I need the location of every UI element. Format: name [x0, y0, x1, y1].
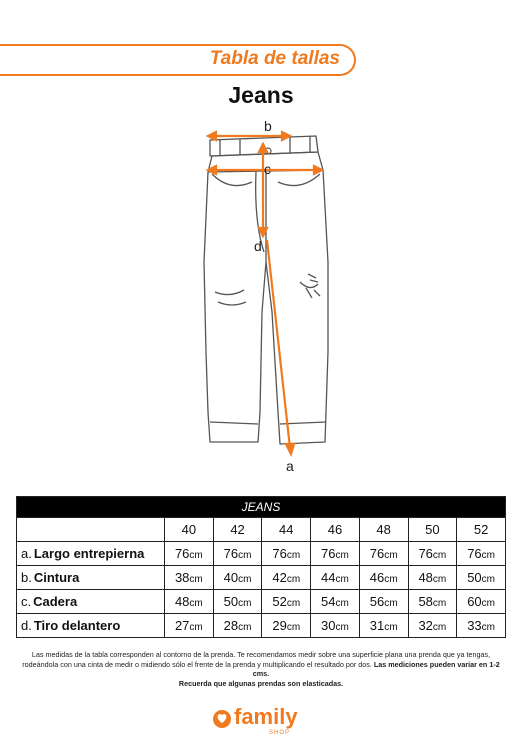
- size-header: 48: [359, 518, 408, 542]
- footnote: [22, 650, 500, 688]
- table-cell: 60cm: [457, 590, 506, 614]
- row-letter: b.: [21, 570, 32, 585]
- table-row: [17, 590, 506, 614]
- footnote-line-2-text: rodeándola con una cinta de medir o midiendo sólo el frente de la prenda y multiplicando el resultado por dos.: [22, 659, 374, 669]
- table-cell: 50cm: [213, 590, 262, 614]
- table-cell: 50cm: [457, 566, 506, 590]
- table-cell: 76cm: [408, 542, 457, 566]
- row-label-text: Cintura: [33, 570, 80, 585]
- table-cell: 58cm: [408, 590, 457, 614]
- table-cell: 48cm: [165, 590, 214, 614]
- row-label-text: Largo entrepierna: [33, 546, 145, 561]
- label-c: c: [264, 161, 271, 177]
- footnote-line-3: [22, 679, 500, 689]
- size-header: 46: [311, 518, 360, 542]
- row-letter: c.: [21, 594, 32, 609]
- table-cell: 32cm: [408, 614, 457, 638]
- row-letter: d.: [21, 618, 32, 633]
- table-cell: 48cm: [408, 566, 457, 590]
- footnote-line-1: Las medidas de la tabla corresponden al contorno de la prenda. Te recomendamos medir sobre una superficie plana una prenda que ya tengas,: [31, 650, 491, 659]
- table-cell: 38cm: [165, 566, 214, 590]
- table-cell: 52cm: [262, 590, 311, 614]
- table-cell: 33cm: [457, 614, 506, 638]
- label-b: b: [264, 118, 272, 134]
- label-d: d: [254, 238, 262, 254]
- jeans-diagram: [160, 112, 360, 474]
- table-cell: 40cm: [213, 566, 262, 590]
- footnote-line-2: [22, 660, 500, 679]
- product-title: Jeans: [228, 82, 294, 108]
- row-label: [17, 542, 165, 566]
- table-cell: 76cm: [311, 542, 360, 566]
- row-label-text: Cadera: [33, 594, 78, 609]
- row-label: [17, 566, 165, 590]
- table-row: [17, 614, 506, 638]
- table-cell: 56cm: [359, 590, 408, 614]
- table-cell: 42cm: [262, 566, 311, 590]
- logo-text: family: [234, 704, 298, 729]
- footnote-line-3-bold: Recuerda que algunas prendas son elasticadas.: [178, 678, 344, 688]
- row-label: [17, 590, 165, 614]
- size-table: [16, 496, 506, 638]
- table-cell: 76cm: [457, 542, 506, 566]
- table-title-row: [17, 497, 506, 518]
- table-cell: 27cm: [165, 614, 214, 638]
- row-label-text: Tiro delantero: [33, 618, 121, 633]
- table-cell: 54cm: [311, 590, 360, 614]
- row-letter: a.: [21, 546, 32, 561]
- size-header-row: [17, 518, 506, 542]
- table-cell: 76cm: [165, 542, 214, 566]
- table-title: JEANS: [17, 497, 506, 518]
- table-cell: 46cm: [359, 566, 408, 590]
- table-cell: 30cm: [311, 614, 360, 638]
- row-label: [17, 614, 165, 638]
- empty-corner: [17, 518, 165, 542]
- table-row: [17, 542, 506, 566]
- size-header: 44: [262, 518, 311, 542]
- header-banner: [0, 44, 356, 76]
- table-cell: 76cm: [359, 542, 408, 566]
- family-shop-logo: [212, 706, 312, 740]
- table-cell: 76cm: [262, 542, 311, 566]
- size-header: 40: [165, 518, 214, 542]
- heart-icon: [212, 708, 232, 730]
- table-cell: 31cm: [359, 614, 408, 638]
- footnote-line-2-bold: Las mediciones pueden variar en 1-2 cms.: [252, 659, 500, 679]
- size-header: 42: [213, 518, 262, 542]
- logo-sub: SHOP: [269, 730, 291, 736]
- label-a: a: [286, 458, 294, 474]
- table-row: [17, 566, 506, 590]
- table-cell: 76cm: [213, 542, 262, 566]
- size-header: 52: [457, 518, 506, 542]
- table-cell: 28cm: [213, 614, 262, 638]
- size-header: 50: [408, 518, 457, 542]
- table-cell: 44cm: [311, 566, 360, 590]
- banner-title: Tabla de tallas: [209, 48, 340, 69]
- table-cell: 29cm: [262, 614, 311, 638]
